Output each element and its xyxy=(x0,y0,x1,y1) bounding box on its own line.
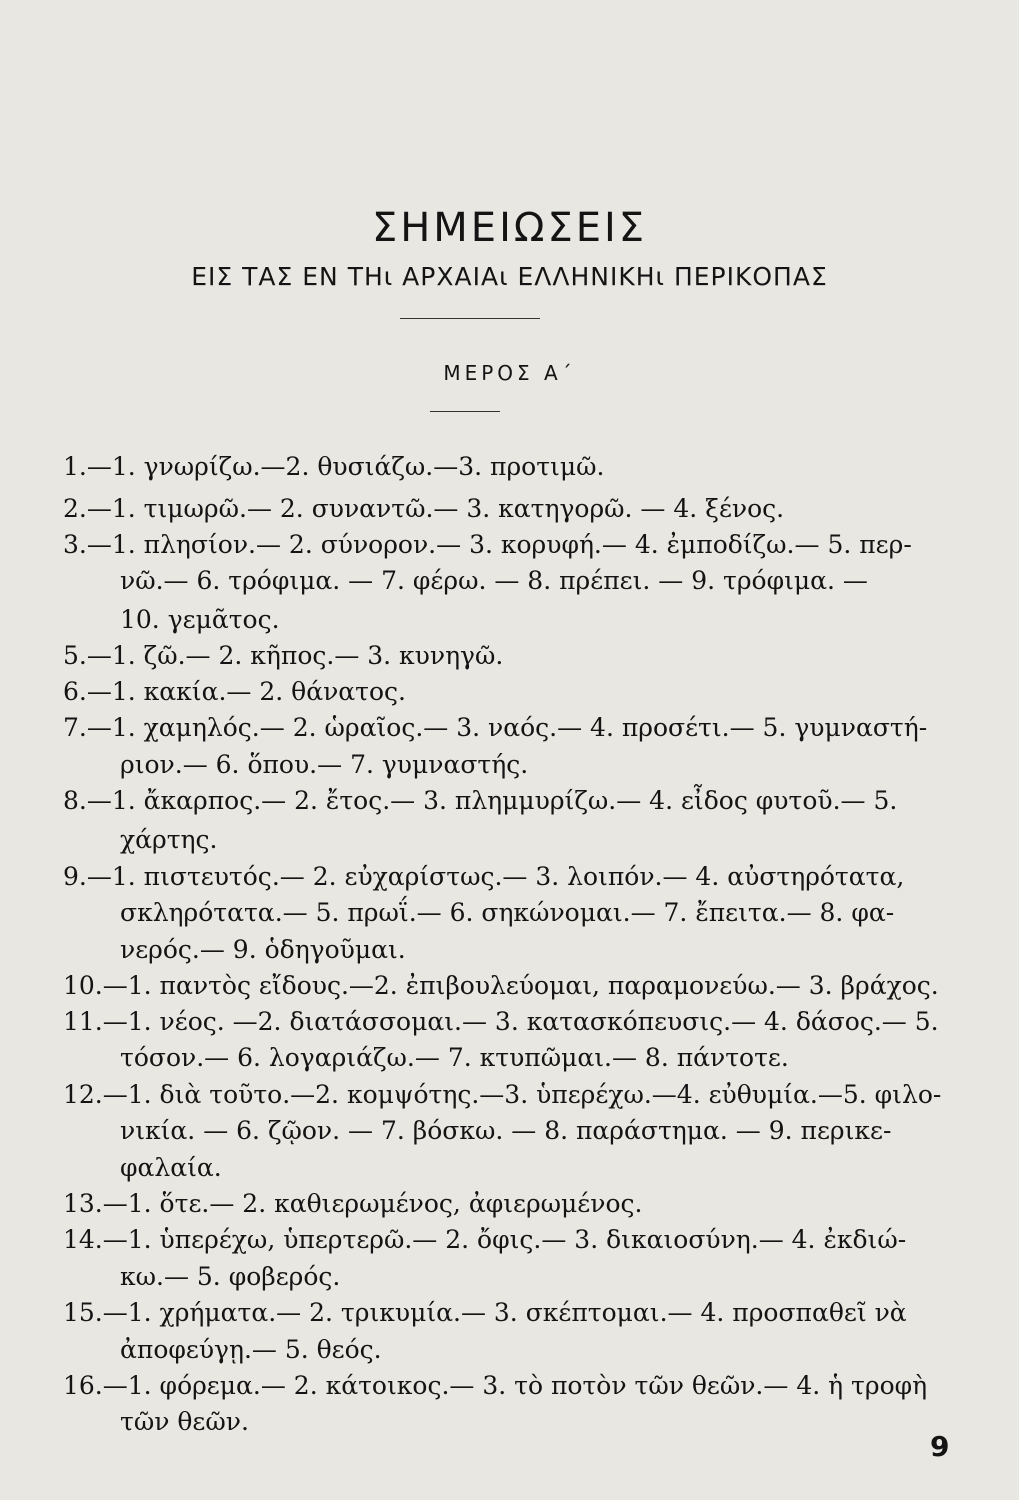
page-title: ΣΗΜΕΙΩΣΕΙΣ xyxy=(371,205,648,251)
note-line: φαλαία. xyxy=(120,1153,222,1182)
divider-rule xyxy=(430,411,500,412)
note-line: σκληρότατα.— 5. πρωΐ.— 6. σηκώνομαι.— 7. ἔπειτα.— 8. φα- xyxy=(120,898,895,927)
note-line: 14.—1. ὑπερέχω, ὑπερτερῶ.— 2. ὄφις.— 3. δικαιοσύνη.— 4. ἐκδιώ- xyxy=(63,1225,907,1254)
note-line: 9.—1. πιστευτός.— 2. εὐχαρίστως.— 3. λοιπόν.— 4. αὐστηρότατα, xyxy=(63,862,905,891)
note-line: 10. γεμᾶτος. xyxy=(120,605,280,634)
note-line: κω.— 5. φοβερός. xyxy=(120,1262,341,1291)
note-line: ριον.— 6. ὅπου.— 7. γυμναστής. xyxy=(120,750,529,779)
note-line: 11.—1. νέος. —2. διατάσσομαι.— 3. κατασκόπευσις.— 4. δάσος.— 5. xyxy=(63,1007,939,1036)
divider-rule xyxy=(400,318,540,319)
page-subtitle: ΕΙΣ ΤΑΣ ΕΝ ΤΗι ΑΡΧΑΙΑι ΕΛΛΗΝΙΚΗι ΠΕΡΙΚΟΠΑΣ xyxy=(191,262,828,291)
note-line: 15.—1. χρήματα.— 2. τρικυμία.— 3. σκέπτομαι.— 4. προσπαθεῖ νὰ xyxy=(63,1298,907,1327)
note-line: 8.—1. ἄκαρπος.— 2. ἔτος.— 3. πλημμυρίζω.— 4. εἶδος φυτοῦ.— 5. xyxy=(63,786,898,815)
page-number: 9 xyxy=(930,1430,950,1463)
note-line: νικία. — 6. ζῷον. — 7. βόσκω. — 8. παράστημα. — 9. περικε- xyxy=(120,1116,892,1145)
note-line: τόσον.— 6. λογαριάζω.— 7. κτυπῶμαι.— 8. πάντοτε. xyxy=(120,1043,789,1072)
note-line: ἀποφεύγῃ.— 5. θεός. xyxy=(120,1335,382,1364)
note-line: 1.—1. γνωρίζω.—2. θυσιάζω.—3. προτιμῶ. xyxy=(63,452,605,481)
note-line: 7.—1. χαμηλός.— 2. ὡραῖος.— 3. ναός.— 4. προσέτι.— 5. γυμναστή- xyxy=(63,713,928,742)
note-line: 3.—1. πλησίον.— 2. σύνορον.— 3. κορυφή.— 4. ἐμποδίζω.— 5. περ- xyxy=(63,530,912,559)
note-line: νερός.— 9. ὁδηγοῦμαι. xyxy=(120,935,406,964)
note-line: 10.—1. παντὸς εἴδους.—2. ἐπιβουλεύομαι, παραμονεύω.— 3. βράχος. xyxy=(63,971,939,1000)
note-line: 6.—1. κακία.— 2. θάνατος. xyxy=(63,677,407,706)
note-line: νῶ.— 6. τρόφιμα. — 7. φέρω. — 8. πρέπει. — 9. τρόφιμα. — xyxy=(120,566,868,595)
note-line: 5.—1. ζῶ.— 2. κῆπος.— 3. κυνηγῶ. xyxy=(63,641,504,670)
section-heading: ΜΕΡΟΣ Α΄ xyxy=(443,361,576,385)
note-line: τῶν θεῶν. xyxy=(120,1407,249,1436)
note-line: 13.—1. ὅτε.— 2. καθιερωμένος, ἀφιερωμένος. xyxy=(63,1189,643,1218)
note-line: 16.—1. φόρεμα.— 2. κάτοικος.— 3. τὸ ποτὸν τῶν θεῶν.— 4. ἡ τροφὴ xyxy=(63,1371,928,1400)
note-line: 2.—1. τιμωρῶ.— 2. συναντῶ.— 3. κατηγορῶ. — 4. ξένος. xyxy=(63,494,785,523)
note-line: χάρτης. xyxy=(120,825,218,854)
note-line: 12.—1. διὰ τοῦτο.—2. κομψότης.—3. ὑπερέχω.—4. εὐθυμία.—5. φιλο- xyxy=(63,1080,942,1109)
